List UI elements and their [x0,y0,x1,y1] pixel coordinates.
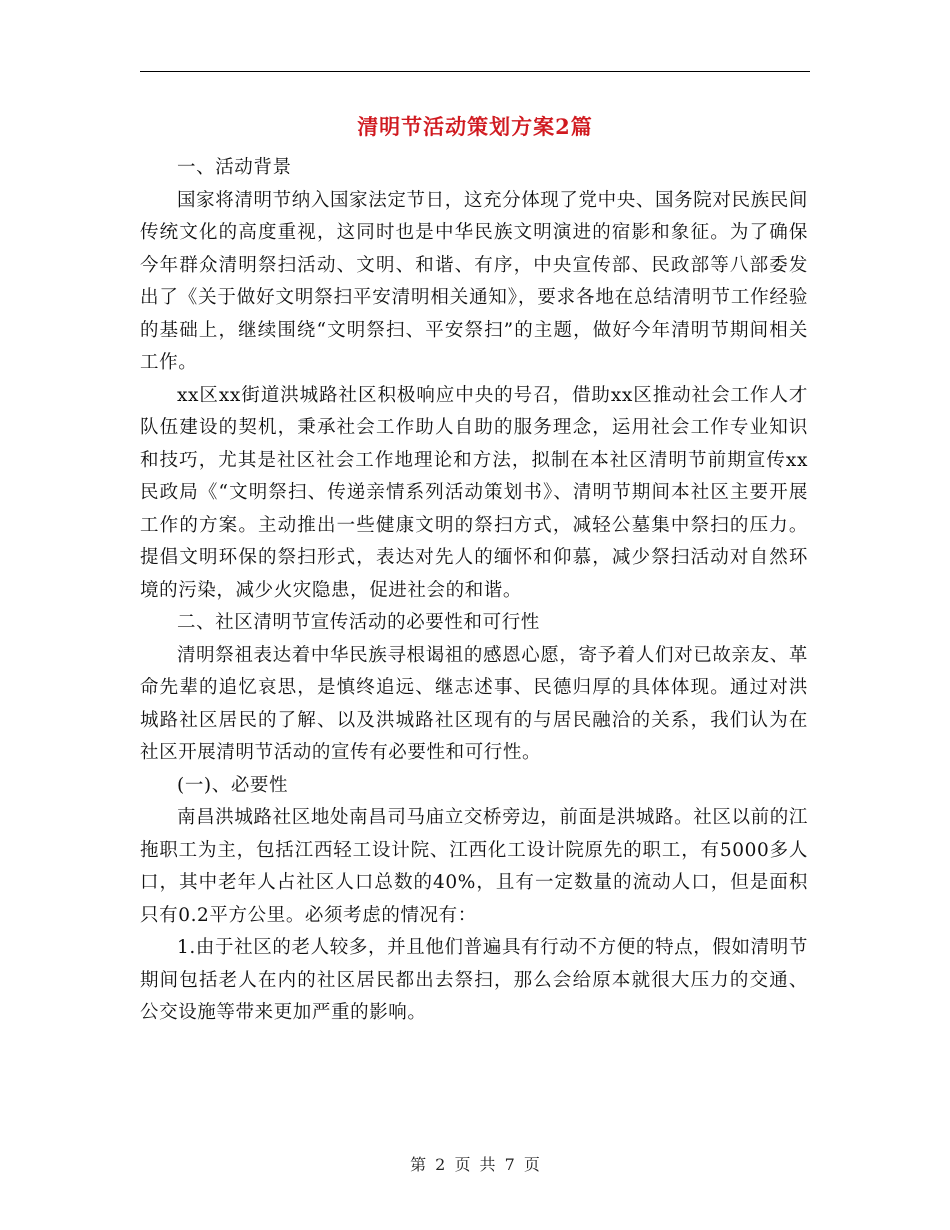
header-rule [140,71,810,72]
paragraph: xx区xx街道洪城路社区积极响应中央的号召，借助xx区推动社会工作人才队伍建设的契机，秉承社会工作助人自助的服务理念，运用社会工作专业知识和技巧，尤其是社区社会工作地理论和方法，拟制在本社区清明节前期宣传xx民政局《“文明祭扫、传递亲情系列活动策划书》、清明节期间本社区主要开展工作的方案。主动推出一些健康文明的祭扫方式，减轻公墓集中祭扫的压力。提倡文明环保的祭扫形式，表达对先人的缅怀和仰慕，减少祭扫活动对自然环境的污染，减少火灾隐患，促进社会的和谐。 [140,384,808,601]
paragraph: 1.由于社区的老人较多，并且他们普遍具有行动不方便的特点，假如清明节期间包括老人在内的社区居民都出去祭扫，那么会给原本就很大压力的交通、公交设施等带来更加严重的影响。 [140,937,808,1023]
paragraph: 清明祭祖表达着中华民族寻根谒祖的感恩心愿，寄予着人们对已故亲友、革命先辈的追忆哀思，是慎终追远、继志述事、民德归厚的具体体现。通过对洪城路社区居民的了解、以及洪城路社区现有的与居民融洽的关系，我们认为在社区开展清明节活动的宣传有必要性和可行性。 [140,644,808,763]
section-heading-necessity: 二、社区清明节宣传活动的必要性和可行性 [177,612,540,633]
subsection-heading: (一)、必要性 [177,774,289,796]
document-title: 清明节活动策划方案2篇 [357,114,593,139]
section-heading-background: 一、活动背景 [177,157,292,178]
paragraph: 南昌洪城路社区地处南昌司马庙立交桥旁边，前面是洪城路。社区以前的江拖职工为主，包括江西轻工设计院、江西化工设计院原先的职工，有5000多人口，其中老年人占社区人口总数的40%，且有一定数量的流动人口，但是面积只有0.2平方公里。必须考虑的情况有： [140,807,808,926]
document-body [140,152,808,1030]
paragraph: 国家将清明节纳入国家法定节日，这充分体现了党中央、国务院对民族民间传统文化的高度重视，这同时也是中华民族文明演进的宿影和象征。为了确保今年群众清明祭扫活动、文明、和谐、有序，中央宣传部、民政部等八部委发出了《关于做好文明祭扫平安清明相关通知》，要求各地在总结清明节工作经验的基础上，继续围绕“文明祭扫、平安祭扫”的主题，做好今年清明节期间相关工作。 [140,189,808,373]
page-number: 第 2 页 共 7 页 [410,1155,540,1174]
